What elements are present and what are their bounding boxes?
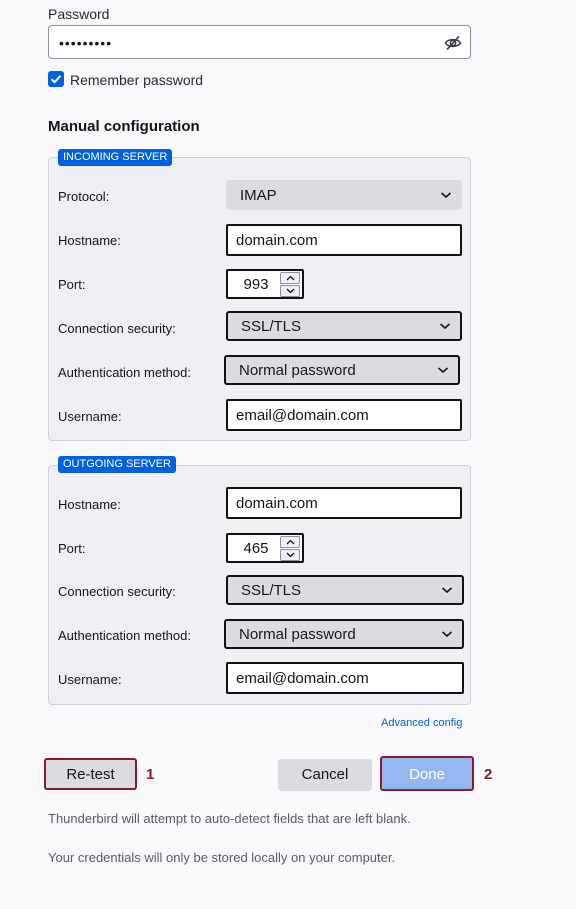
step-marker-2: 2 [484, 766, 493, 783]
port-increment-icon[interactable] [280, 536, 300, 548]
outgoing-security-label: Connection security: [58, 584, 176, 599]
outgoing-port-input[interactable] [226, 533, 304, 563]
outgoing-auth-select[interactable] [224, 619, 464, 649]
outgoing-security-value: SSL/TLS [241, 582, 302, 599]
incoming-security-select[interactable] [226, 311, 462, 341]
outgoing-port-value: 465 [243, 540, 269, 557]
done-button[interactable]: Done [380, 756, 474, 791]
incoming-auth-select[interactable] [224, 355, 460, 385]
outgoing-server-legend: OUTGOING SERVER [58, 456, 176, 473]
port-decrement-icon[interactable] [280, 285, 300, 297]
chevron-down-icon [441, 629, 453, 639]
incoming-protocol-label: Protocol: [58, 189, 110, 204]
password-label: Password [48, 6, 110, 22]
incoming-server-legend: INCOMING SERVER [58, 149, 172, 166]
incoming-protocol-value: IMAP [240, 187, 277, 204]
chevron-down-icon [437, 365, 449, 375]
incoming-port-value: 993 [243, 276, 269, 293]
incoming-protocol-select[interactable] [226, 180, 462, 210]
incoming-security-label: Connection security: [58, 321, 176, 336]
outgoing-auth-value: Normal password [239, 626, 356, 643]
remember-password-label[interactable]: Remember password [70, 72, 204, 88]
chevron-down-icon [441, 585, 453, 595]
autodetect-note: Thunderbird will attempt to auto-detect fields that are left blank. [48, 811, 411, 826]
outgoing-username-value: email@domain.com [236, 670, 369, 687]
incoming-hostname-label: Hostname: [58, 233, 121, 248]
advanced-config-link[interactable]: Advanced config [381, 717, 463, 729]
outgoing-security-select[interactable] [226, 575, 464, 605]
outgoing-auth-label: Authentication method: [58, 628, 191, 643]
outgoing-port-label: Port: [58, 541, 86, 556]
port-decrement-icon[interactable] [280, 549, 300, 561]
incoming-auth-value: Normal password [239, 362, 356, 379]
step-marker-1: 1 [146, 766, 155, 783]
outgoing-hostname-input[interactable] [226, 487, 462, 519]
chevron-down-icon [440, 190, 452, 200]
incoming-hostname-value: domain.com [236, 232, 318, 249]
incoming-hostname-input[interactable] [226, 224, 462, 256]
incoming-port-input[interactable] [226, 269, 304, 299]
cancel-button[interactable]: Cancel [278, 759, 372, 791]
remember-password-checkbox[interactable] [48, 71, 64, 87]
retest-button[interactable]: Re-test [44, 758, 137, 790]
password-value: ••••••••• [59, 35, 113, 51]
incoming-username-input[interactable] [226, 399, 462, 431]
outgoing-hostname-value: domain.com [236, 495, 318, 512]
toggle-visibility-icon[interactable] [444, 34, 462, 52]
incoming-auth-label: Authentication method: [58, 365, 191, 380]
incoming-username-value: email@domain.com [236, 407, 369, 424]
incoming-port-label: Port: [58, 277, 86, 292]
port-increment-icon[interactable] [280, 272, 300, 284]
manual-config-title: Manual configuration [48, 118, 200, 135]
incoming-security-value: SSL/TLS [241, 318, 302, 335]
incoming-username-label: Username: [58, 409, 122, 424]
outgoing-username-label: Username: [58, 672, 122, 687]
outgoing-username-input[interactable] [226, 662, 464, 694]
password-input[interactable] [48, 25, 471, 59]
credentials-note: Your credentials will only be stored locally on your computer. [48, 850, 396, 865]
outgoing-hostname-label: Hostname: [58, 497, 121, 512]
chevron-down-icon [439, 321, 451, 331]
